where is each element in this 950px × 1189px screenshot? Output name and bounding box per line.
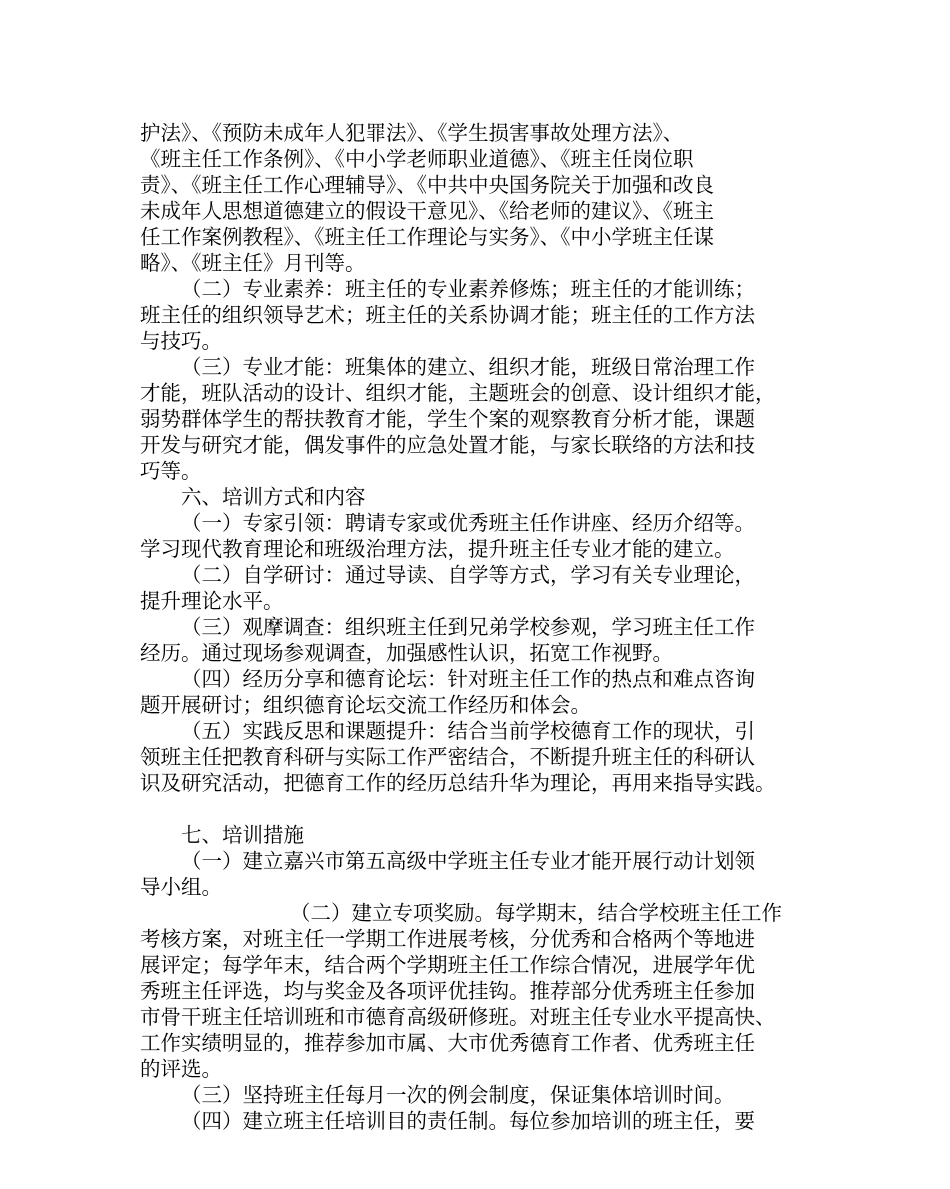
text-line: （三）观摩调查：组织班主任到兄弟学校参观，学习班主任工作 — [181, 615, 755, 639]
paragraph — [140, 276, 830, 354]
text-line: 展评定；每学年末，结合两个学期班主任工作综合情况，进展学年优 — [140, 953, 755, 977]
text-line: （五）实践反思和课题提升：结合当前学校德育工作的现状，引 — [181, 719, 755, 743]
paragraph — [140, 120, 830, 276]
paragraph — [140, 354, 830, 484]
text-line: 工作实绩明显的，推荐参加市属、大市优秀德育工作者、优秀班主任 — [140, 1031, 755, 1055]
text-line: （二）自学研讨：通过导读、自学等方式，学习有关专业理论， — [181, 563, 755, 587]
text-line: 识及研究活动，把德育工作的经历总结升华为理论，再用来指导实践。 — [140, 771, 776, 795]
text-line: 导小组。 — [140, 875, 222, 899]
text-line: 领班主任把教育科研与实际工作严密结合，不断提升班主任的科研认 — [140, 745, 755, 769]
text-line: （四）建立班主任培训目的责任制。每位参加培训的班主任，要 — [181, 1109, 755, 1133]
text-line: 任工作案例教程》、《班主任工作理论与实务》、《中小学班主任谋 — [140, 225, 714, 249]
text-line: 的评选。 — [140, 1057, 222, 1081]
text-line: 班主任的组织领导艺术；班主任的关系协调才能；班主任的工作方法 — [140, 303, 755, 327]
text-line: 秀班主任评选，均与奖金及各项评优挂钩。推荐部分优秀班主任参加 — [140, 979, 755, 1003]
text-line: （三）坚持班主任每月一次的例会制度，保证集体培训时间。 — [181, 1083, 735, 1107]
text-line: 巧等。 — [140, 459, 202, 483]
text-line: 弱势群体学生的帮扶教育才能，学生个案的观察教育分析才能，课题 — [140, 407, 755, 431]
text-line: 才能，班队活动的设计、组织才能，主题班会的创意、设计组织才能， — [140, 381, 776, 405]
text-line: 《班主任工作条例》、《中小学老师职业道德》、《班主任岗位职 — [140, 147, 694, 171]
text-line: 市骨干班主任培训班和市德育高级研修班。对班主任专业水平提高快、 — [140, 1005, 776, 1029]
text-line: 护法》、《预防未成年人犯罪法》、《学生损害事故处理方法》、 — [140, 121, 684, 145]
text-line: 未成年人思想道德建立的假设干意见》、《给老师的建议》、《班主 — [140, 199, 714, 223]
text-line: 六、培训方式和内容 — [181, 485, 366, 509]
paragraph — [140, 718, 830, 796]
text-line: （三）专业才能：班集体的建立、组织才能，班级日常治理工作 — [181, 355, 755, 379]
paragraph — [140, 666, 830, 718]
text-line: 题开展研讨；组织德育论坛交流工作经历和体会。 — [140, 693, 591, 717]
text-line: 学习现代教育理论和班级治理方法，提升班主任专业才能的建立。 — [140, 537, 735, 561]
paragraph — [140, 562, 830, 614]
text-line: （一）专家引领：聘请专家或优秀班主任作讲座、经历介绍等。 — [181, 511, 755, 535]
text-line: （一）建立嘉兴市第五高级中学班主任专业才能开展行动计划领 — [181, 849, 755, 873]
document-body — [140, 120, 830, 1134]
paragraph — [140, 614, 830, 666]
paragraph — [140, 822, 830, 848]
paragraph — [140, 1108, 830, 1134]
text-line: 考核方案，对班主任一学期工作进展考核，分优秀和合格两个等地进 — [140, 927, 755, 951]
text-line: 经历。通过现场参观调查，加强感性认识，拓宽工作视野。 — [140, 641, 673, 665]
text-line: （四）经历分享和德育论坛：针对班主任工作的热点和难点咨询 — [181, 667, 755, 691]
text-line: 提升理论水平。 — [140, 589, 284, 613]
text-line: 七、培训措施 — [181, 823, 304, 847]
paragraph — [140, 510, 830, 562]
text-line: 责》、《班主任工作心理辅导》、《中共中央国务院关于加强和改良 — [140, 173, 714, 197]
paragraph — [140, 900, 830, 1082]
text-line: 开发与研究才能，偶发事件的应急处置才能，与家长联络的方法和技 — [140, 433, 755, 457]
paragraph — [140, 1082, 830, 1108]
paragraph — [140, 848, 830, 900]
text-line: （二）建立专项奖励。每学期末，结合学校班主任工作 — [290, 901, 782, 925]
text-line: 与技巧。 — [140, 329, 222, 353]
paragraph-gap — [140, 796, 830, 822]
text-line: 略》、《班主任》月刊等。 — [140, 251, 366, 275]
text-line: （二）专业素养：班主任的专业素养修炼；班主任的才能训练； — [181, 277, 755, 301]
paragraph — [140, 484, 830, 510]
